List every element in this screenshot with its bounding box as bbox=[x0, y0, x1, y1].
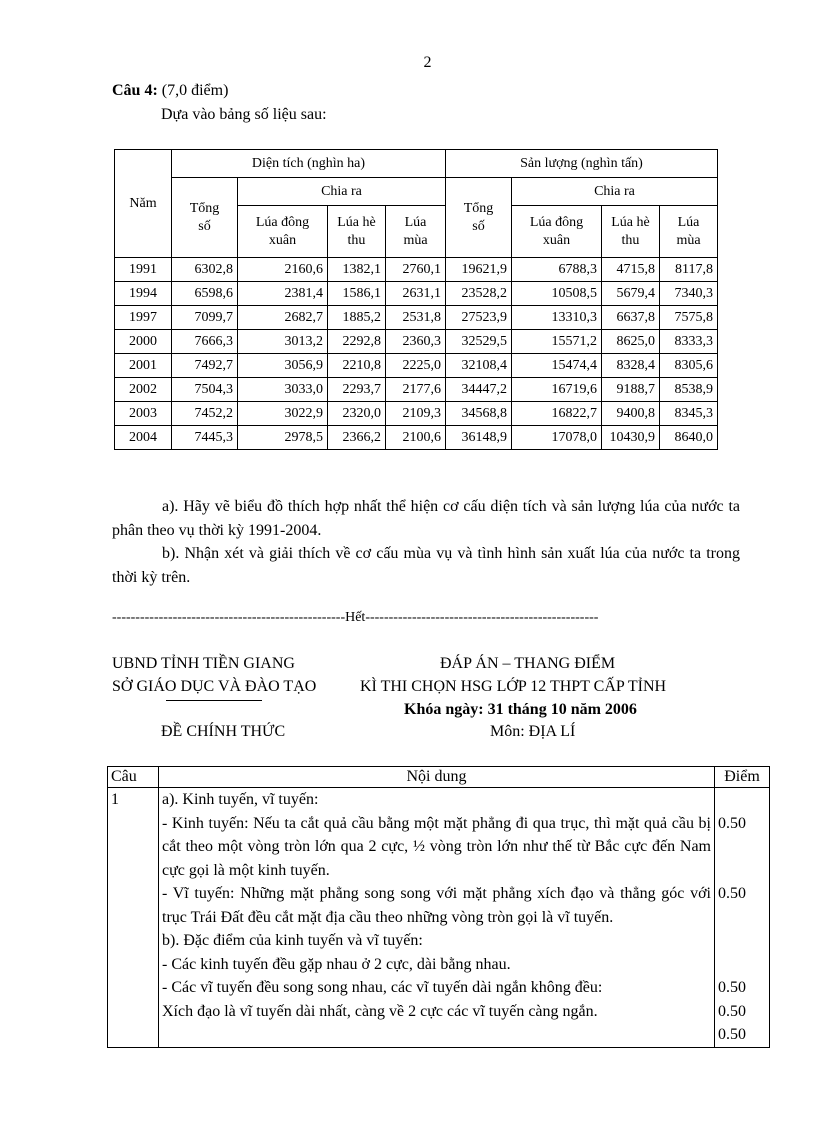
table-row bbox=[115, 330, 718, 354]
table-row bbox=[115, 402, 718, 426]
header-output-split: Chia ra bbox=[512, 178, 718, 206]
answer-header-cau: Câu bbox=[108, 767, 159, 788]
table-cell-o-dx: 17078,0 bbox=[512, 426, 602, 450]
answer-line-b2: - Các vĩ tuyến đều song song nhau, các vĩ tuyến dài ngắn không đều: bbox=[162, 979, 603, 996]
answer-header-noidung: Nội dung bbox=[159, 767, 715, 788]
table-cell-a-ht: 1885,2 bbox=[328, 306, 386, 330]
table-cell-a-dx: 3056,9 bbox=[238, 354, 328, 378]
table-cell-o-m: 8345,3 bbox=[660, 402, 718, 426]
table-cell-a-ht: 1586,1 bbox=[328, 282, 386, 306]
answer-scores bbox=[715, 788, 770, 1048]
table-cell-o-total: 27523,9 bbox=[446, 306, 512, 330]
exam-name: KÌ THI CHỌN HSG LỚP 12 THPT CẤP TỈNH bbox=[360, 678, 667, 695]
task-b: b). Nhận xét và giải thích về cơ cấu mùa vụ và tình hình sản xuất lúa của nước ta trong thời kỳ trên. bbox=[112, 545, 740, 586]
table-cell-o-ht: 9188,7 bbox=[602, 378, 660, 402]
table-row bbox=[115, 354, 718, 378]
table-cell-o-m: 8117,8 bbox=[660, 258, 718, 282]
table-cell-a-dx: 2160,6 bbox=[238, 258, 328, 282]
answer-line-a: a). Kinh tuyến, vĩ tuyến: bbox=[162, 791, 319, 808]
table-cell-a-m: 2760,1 bbox=[386, 258, 446, 282]
score-b1: 0.50 bbox=[718, 979, 746, 996]
table-cell-a-total: 7666,3 bbox=[172, 330, 238, 354]
task-a: a). Hãy vẽ biểu đồ thích hợp nhất thể hiện cơ cấu diện tích và sản lượng lúa của nước ta phân theo vụ thời kỳ 1991-2004. bbox=[112, 498, 740, 539]
table-cell-a-m: 2360,3 bbox=[386, 330, 446, 354]
question-label: Câu 4: bbox=[112, 82, 158, 99]
answer-line-b3: Xích đạo là vĩ tuyến dài nhất, càng về 2 cực các vĩ tuyến càng ngắn. bbox=[162, 1002, 598, 1020]
header-output-dongxuan: Lúa đông xuân bbox=[512, 206, 602, 258]
table-row bbox=[115, 378, 718, 402]
table-cell-a-total: 6302,8 bbox=[172, 258, 238, 282]
table-cell-a-m: 2531,8 bbox=[386, 306, 446, 330]
table-cell-a-total: 7445,3 bbox=[172, 426, 238, 450]
score-kinh-tuyen: 0.50 bbox=[718, 814, 746, 832]
table-cell-a-m: 2177,6 bbox=[386, 378, 446, 402]
table-cell-year: 2002 bbox=[115, 378, 172, 402]
table-cell-o-ht: 10430,9 bbox=[602, 426, 660, 450]
subject: Môn: ĐỊA LÍ bbox=[490, 723, 576, 740]
table-row bbox=[115, 258, 718, 282]
table-cell-year: 1994 bbox=[115, 282, 172, 306]
header-area-dongxuan: Lúa đông xuân bbox=[238, 206, 328, 258]
answer-line-b: b). Đặc điểm của kinh tuyến và vĩ tuyến: bbox=[162, 932, 423, 949]
table-cell-o-m: 7575,8 bbox=[660, 306, 718, 330]
answer-line-vi-tuyen: - Vĩ tuyến: Những mặt phẳng song song với mặt phẳng xích đạo và thẳng góc với trục Trái Đất đều cắt mặt địa cầu theo những vòng tròn gọi là vĩ tuyến. bbox=[162, 885, 711, 926]
table-cell-o-ht: 9400,8 bbox=[602, 402, 660, 426]
authority-name: UBND TỈNH TIỀN GIANG bbox=[112, 655, 295, 672]
table-cell-year: 2000 bbox=[115, 330, 172, 354]
table-cell-a-m: 2225,0 bbox=[386, 354, 446, 378]
score-b2: 0.50 bbox=[718, 1002, 746, 1020]
header-output-total: Tổng số bbox=[446, 178, 512, 258]
answer-content bbox=[159, 788, 715, 1048]
table-cell-a-total: 7492,7 bbox=[172, 354, 238, 378]
table-cell-a-dx: 2682,7 bbox=[238, 306, 328, 330]
header-area-hethu: Lúa hè thu bbox=[328, 206, 386, 258]
table-cell-year: 2004 bbox=[115, 426, 172, 450]
table-cell-o-total: 32108,4 bbox=[446, 354, 512, 378]
table-cell-o-ht: 6637,8 bbox=[602, 306, 660, 330]
header-year: Năm bbox=[115, 150, 172, 258]
table-cell-o-ht: 4715,8 bbox=[602, 258, 660, 282]
table-row bbox=[115, 282, 718, 306]
question-intro: Dựa vào bảng số liệu sau: bbox=[161, 106, 327, 123]
table-cell-o-m: 7340,3 bbox=[660, 282, 718, 306]
page-number: 2 bbox=[423, 54, 432, 71]
table-cell-a-dx: 2978,5 bbox=[238, 426, 328, 450]
table-cell-o-total: 32529,5 bbox=[446, 330, 512, 354]
header-area-split: Chia ra bbox=[238, 178, 446, 206]
table-cell-a-dx: 3013,2 bbox=[238, 330, 328, 354]
answer-question-number: 1 bbox=[108, 788, 159, 1048]
table-cell-a-dx: 2381,4 bbox=[238, 282, 328, 306]
table-cell-o-total: 34568,8 bbox=[446, 402, 512, 426]
table-cell-o-m: 8333,3 bbox=[660, 330, 718, 354]
table-cell-a-m: 2109,3 bbox=[386, 402, 446, 426]
department-name: SỞ GIÁO DỤC VÀ ĐÀO TẠO bbox=[112, 678, 317, 695]
table-cell-o-ht: 8625,0 bbox=[602, 330, 660, 354]
header-output-group: Sản lượng (nghìn tấn) bbox=[446, 150, 718, 178]
answer-table bbox=[107, 766, 770, 1048]
table-cell-o-total: 34447,2 bbox=[446, 378, 512, 402]
score-vi-tuyen: 0.50 bbox=[718, 885, 746, 902]
table-cell-a-ht: 2366,2 bbox=[328, 426, 386, 450]
table-row bbox=[115, 426, 718, 450]
table-cell-a-total: 7504,3 bbox=[172, 378, 238, 402]
table-cell-o-m: 8305,6 bbox=[660, 354, 718, 378]
table-cell-a-dx: 3022,9 bbox=[238, 402, 328, 426]
table-cell-o-m: 8538,9 bbox=[660, 378, 718, 402]
header-area-mua: Lúa mùa bbox=[386, 206, 446, 258]
header-underline bbox=[166, 700, 262, 701]
table-cell-o-dx: 10508,5 bbox=[512, 282, 602, 306]
table-row bbox=[115, 306, 718, 330]
exam-date: Khóa ngày: 31 tháng 10 năm 2006 bbox=[404, 701, 637, 718]
table-cell-a-total: 7452,2 bbox=[172, 402, 238, 426]
table-cell-a-ht: 1382,1 bbox=[328, 258, 386, 282]
table-cell-a-total: 7099,7 bbox=[172, 306, 238, 330]
table-cell-o-dx: 15571,2 bbox=[512, 330, 602, 354]
table-cell-a-ht: 2320,0 bbox=[328, 402, 386, 426]
header-area-group: Diện tích (nghìn ha) bbox=[172, 150, 446, 178]
table-cell-a-ht: 2210,8 bbox=[328, 354, 386, 378]
table-cell-o-dx: 15474,4 bbox=[512, 354, 602, 378]
header-area-total: Tổng số bbox=[172, 178, 238, 258]
table-cell-o-m: 8640,0 bbox=[660, 426, 718, 450]
table-cell-year: 1997 bbox=[115, 306, 172, 330]
table-cell-o-dx: 16822,7 bbox=[512, 402, 602, 426]
end-separator: --------------------------------------------------Hết-------------------------------------------------- bbox=[112, 610, 599, 625]
answer-line-kinh-tuyen: - Kinh tuyến: Nếu ta cắt quả cầu bằng một mặt phẳng đi qua trục, thì mặt quả cầu bị cắt theo một vòng tròn lớn qua 2 cực, ½ vòng tròn lớn như thế từ Bắc cực đến Nam cực gọi là một kinh tuyến. bbox=[162, 814, 711, 879]
table-cell-year: 2001 bbox=[115, 354, 172, 378]
table-cell-o-ht: 8328,4 bbox=[602, 354, 660, 378]
question-title bbox=[112, 82, 228, 100]
score-b3: 0.50 bbox=[718, 1026, 746, 1043]
answer-line-b1: - Các kinh tuyến đều gặp nhau ở 2 cực, dài bằng nhau. bbox=[162, 955, 511, 973]
table-cell-a-total: 6598,6 bbox=[172, 282, 238, 306]
table-cell-a-m: 2100,6 bbox=[386, 426, 446, 450]
official-label: ĐỀ CHÍNH THỨC bbox=[161, 723, 286, 740]
table-cell-year: 2003 bbox=[115, 402, 172, 426]
answer-key-title: ĐÁP ÁN – THANG ĐIỂM bbox=[440, 655, 616, 672]
answer-header-diem: Điểm bbox=[715, 767, 770, 788]
table-cell-o-total: 36148,9 bbox=[446, 426, 512, 450]
header-output-hethu: Lúa hè thu bbox=[602, 206, 660, 258]
table-cell-o-total: 23528,2 bbox=[446, 282, 512, 306]
header-output-mua: Lúa mùa bbox=[660, 206, 718, 258]
table-cell-o-dx: 16719,6 bbox=[512, 378, 602, 402]
table-cell-year: 1991 bbox=[115, 258, 172, 282]
table-cell-o-ht: 5679,4 bbox=[602, 282, 660, 306]
table-cell-a-ht: 2292,8 bbox=[328, 330, 386, 354]
table-cell-a-ht: 2293,7 bbox=[328, 378, 386, 402]
question-points: (7,0 điểm) bbox=[157, 82, 229, 99]
table-cell-o-total: 19621,9 bbox=[446, 258, 512, 282]
table-cell-a-dx: 3033,0 bbox=[238, 378, 328, 402]
table-cell-o-dx: 13310,3 bbox=[512, 306, 602, 330]
table-cell-a-m: 2631,1 bbox=[386, 282, 446, 306]
rice-data-table bbox=[114, 149, 718, 450]
table-cell-o-dx: 6788,3 bbox=[512, 258, 602, 282]
